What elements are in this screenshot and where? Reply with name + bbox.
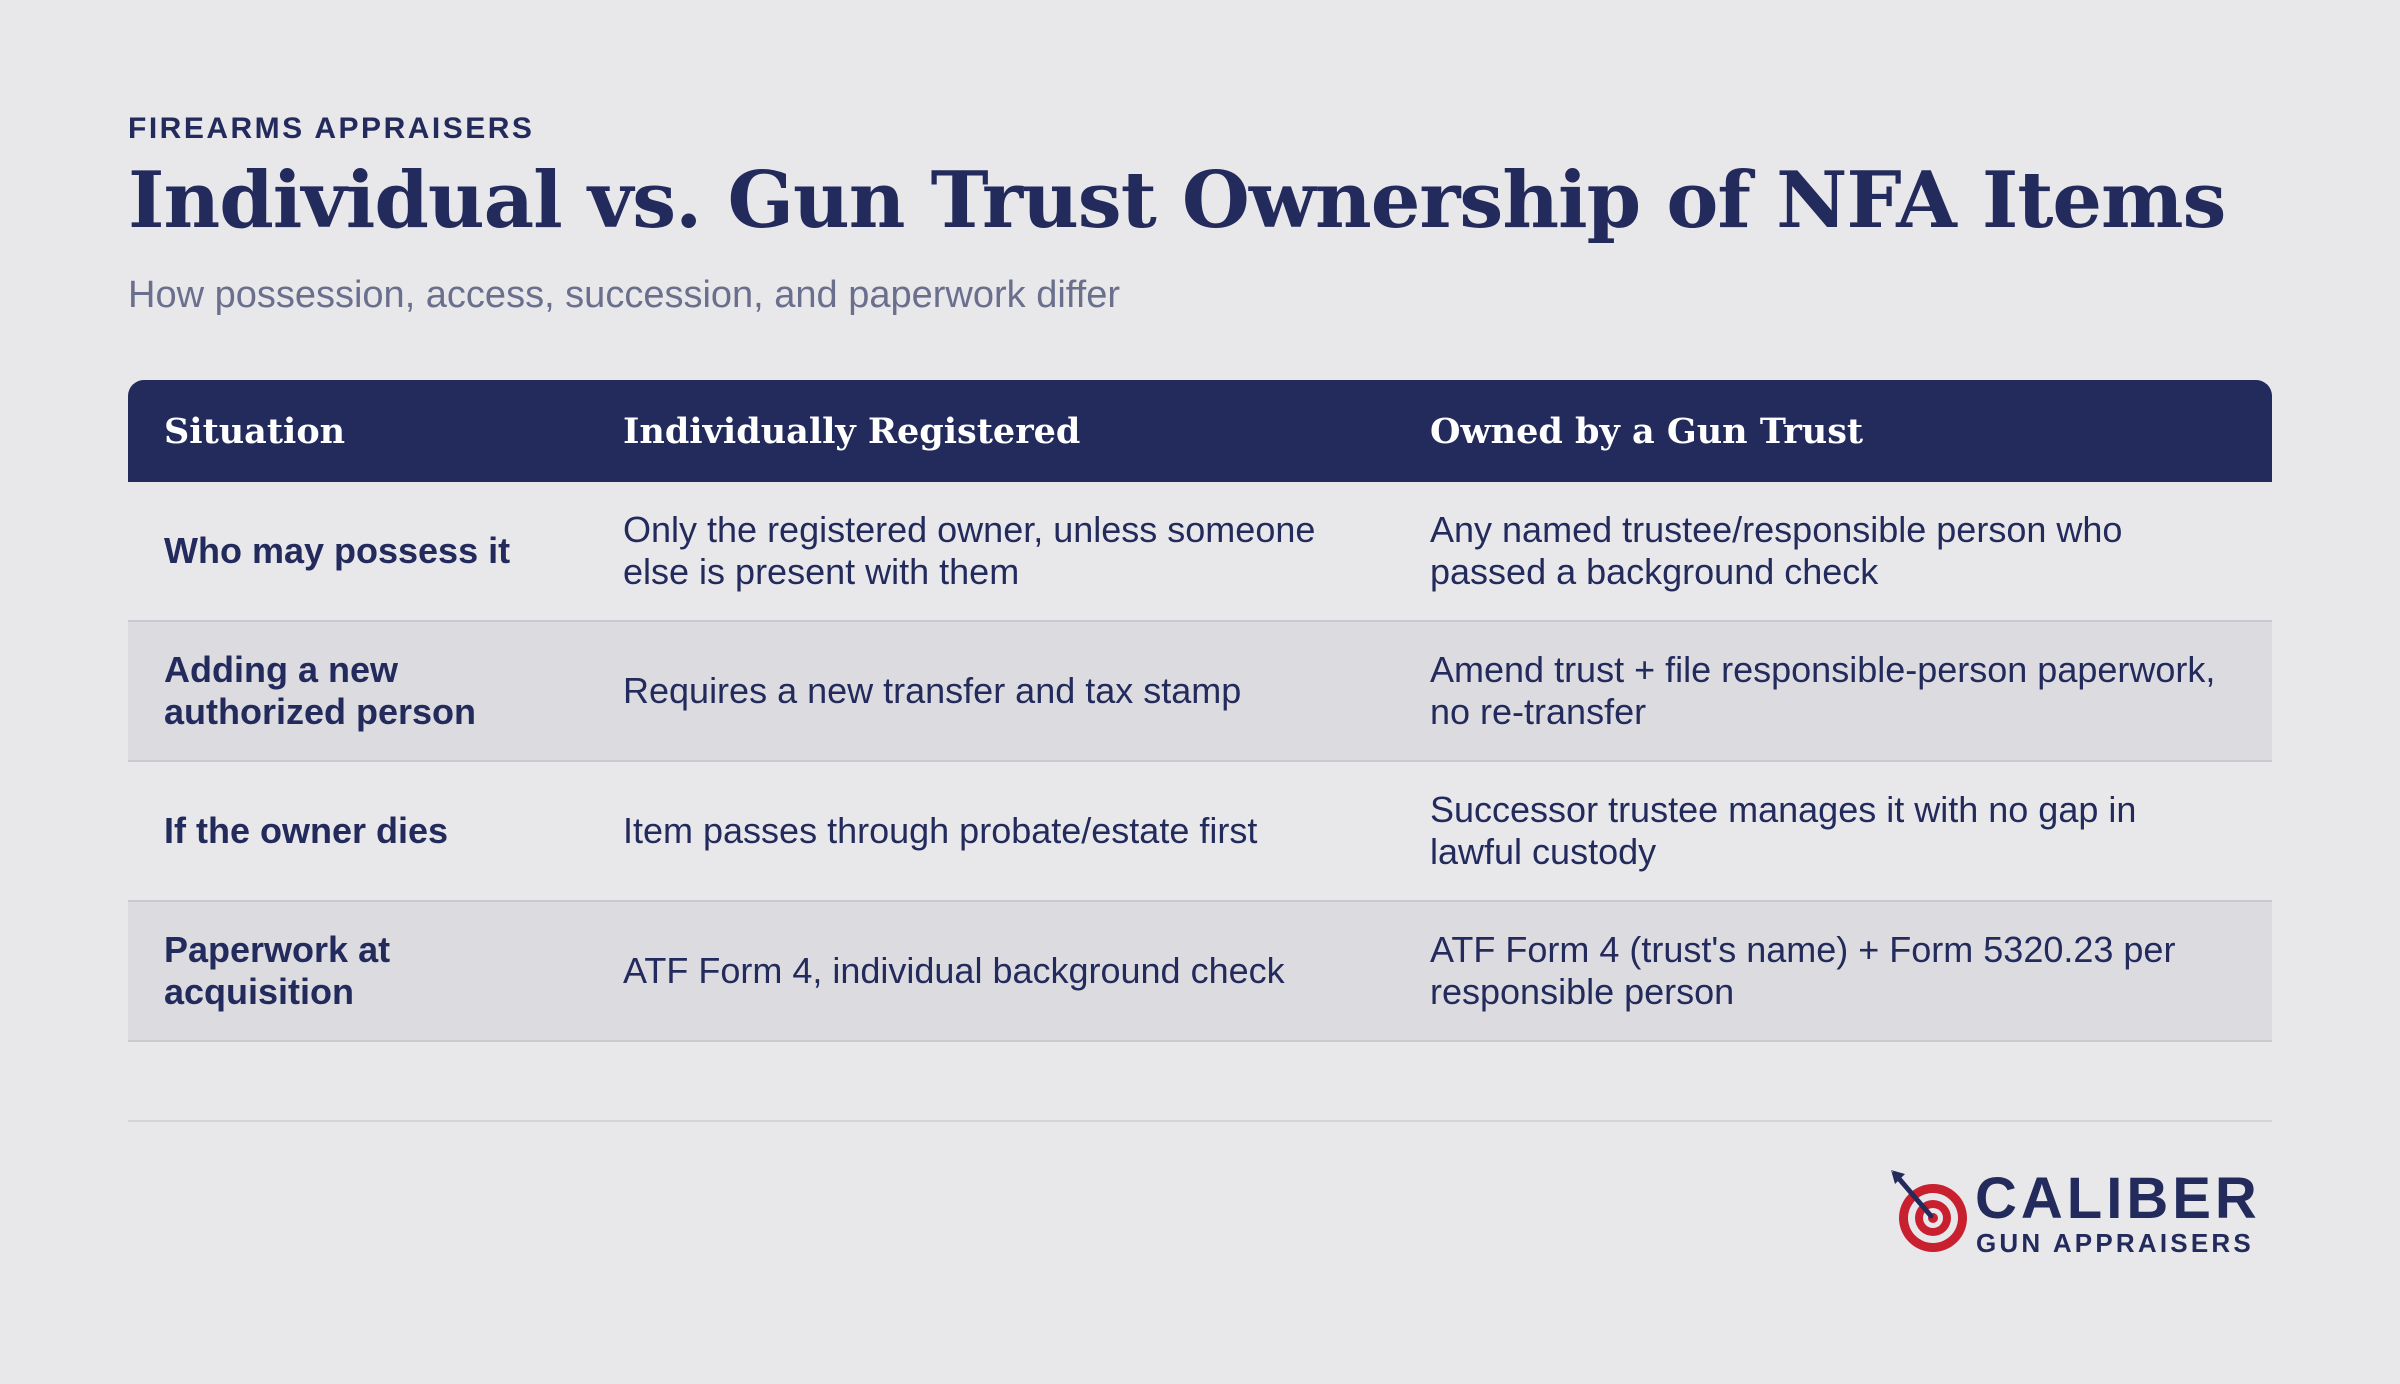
eyebrow-label: FIREARMS APPRAISERS: [128, 112, 535, 145]
row-trust: ATF Form 4 (trust's name) + Form 5320.23 per responsible person: [1430, 929, 2176, 1012]
row-trust: Successor trustee manages it with no gap in lawful custody: [1430, 789, 2137, 872]
column-header-situation: Situation: [164, 410, 346, 452]
row-situation: Who may possess it: [164, 530, 511, 571]
logo-wordmark: CALIBER: [1975, 1166, 2261, 1231]
row-situation: Adding a new authorized person: [164, 649, 477, 732]
table-header: [128, 380, 2272, 482]
row-trust: Any named trustee/responsible person who passed a background check: [1430, 509, 2123, 592]
row-individual: ATF Form 4, individual background check: [623, 950, 1285, 991]
row-individual: Only the registered owner, unless someone else is present with them: [623, 509, 1316, 592]
row-individual: Requires a new transfer and tax stamp: [623, 670, 1242, 711]
row-situation: Paperwork at acquisition: [164, 929, 391, 1012]
column-header-individual: Individually Registered: [623, 410, 1081, 452]
comparison-table: [128, 380, 2272, 1042]
row-situation: If the owner dies: [164, 810, 449, 851]
footer-divider: [128, 1120, 2272, 1122]
page-title: Individual vs. Gun Trust Ownership of NFA Items: [128, 155, 2226, 246]
caliber-logo: [1887, 1168, 2272, 1258]
table-row: [128, 902, 2272, 1042]
column-header-trust: Owned by a Gun Trust: [1430, 410, 1864, 452]
row-individual: Item passes through probate/estate first: [623, 810, 1258, 851]
page-subtitle: How possession, access, succession, and paperwork differ: [128, 274, 1121, 316]
table-row: [128, 622, 2272, 762]
table-row: [128, 482, 2272, 622]
table-row: [128, 762, 2272, 902]
logo-tagline: GUN APPRAISERS: [1976, 1228, 2254, 1258]
row-trust: Amend trust + file responsible-person paperwork, no re-transfer: [1430, 649, 2216, 732]
target-with-arrow-icon: [1887, 1168, 1975, 1258]
